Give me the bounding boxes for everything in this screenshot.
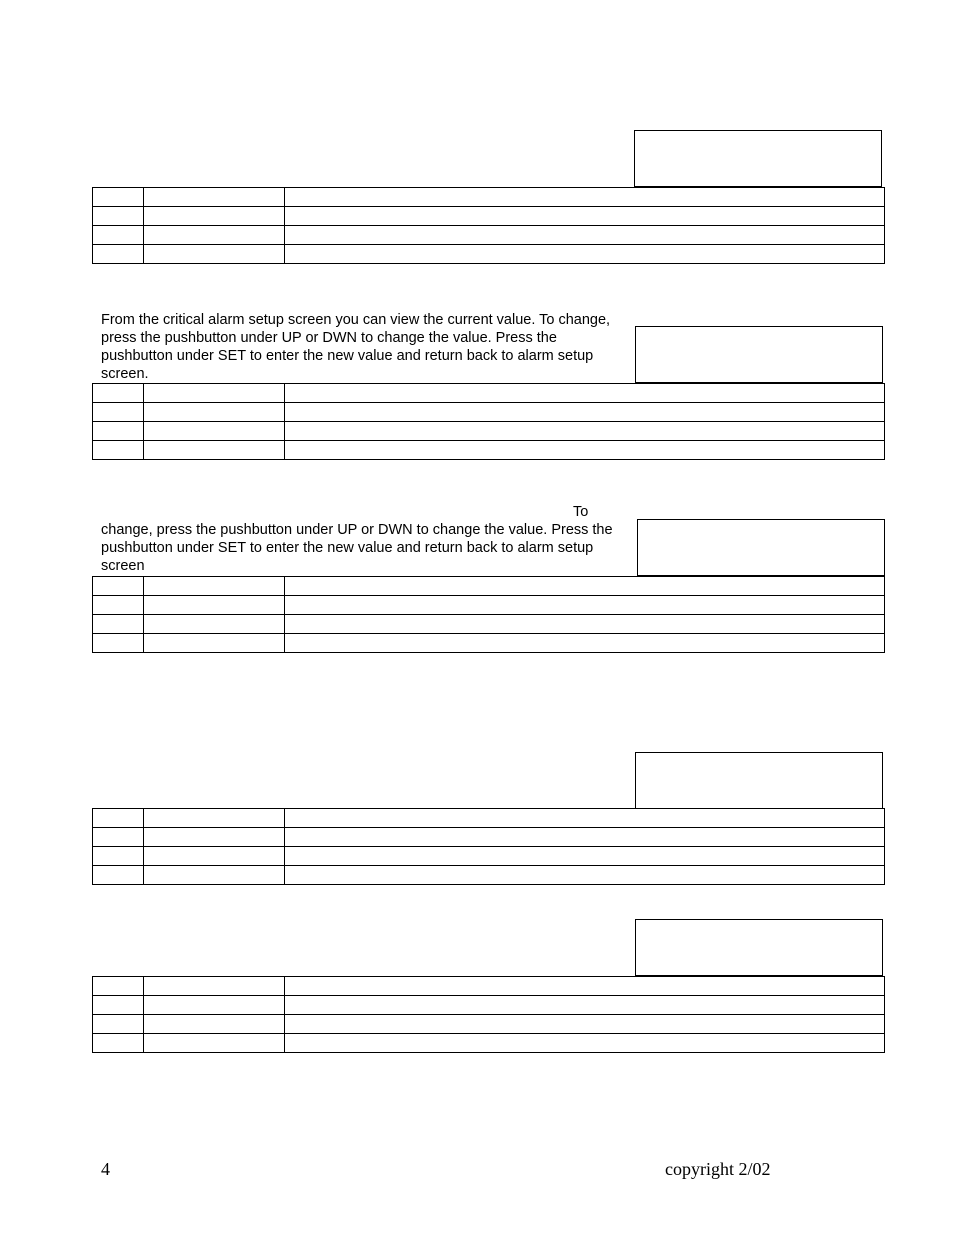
parameter-table xyxy=(92,808,885,885)
parameter-table xyxy=(92,976,885,1053)
alarm-value-instructions: change, press the pushbutton under UP or DWN to change the value. Press the pushbutton under SET to enter the new value and return back to alarm setup screen xyxy=(101,522,613,574)
table-row xyxy=(93,1034,885,1053)
table-row xyxy=(93,828,885,847)
table-row xyxy=(93,847,885,866)
table-row xyxy=(93,441,885,460)
table-row xyxy=(93,422,885,441)
table-row xyxy=(93,866,885,885)
table-row xyxy=(93,996,885,1015)
table-row xyxy=(93,245,885,264)
lcd-display-box xyxy=(635,752,883,809)
table-row xyxy=(93,634,885,653)
instructions-fragment: To xyxy=(573,504,589,520)
table-row xyxy=(93,384,885,403)
lcd-display-box xyxy=(635,919,883,976)
table-row xyxy=(93,577,885,596)
table-row xyxy=(93,977,885,996)
table-row xyxy=(93,1015,885,1034)
table-row xyxy=(93,809,885,828)
parameter-table xyxy=(92,187,885,264)
lcd-display-box xyxy=(634,130,882,187)
table-row xyxy=(93,403,885,422)
parameter-table xyxy=(92,383,885,460)
table-row xyxy=(93,188,885,207)
table-row xyxy=(93,596,885,615)
copyright-notice: copyright 2/02 xyxy=(665,1159,771,1179)
lcd-display-box xyxy=(635,326,883,383)
lcd-display-box xyxy=(637,519,885,576)
critical-alarm-instructions: From the critical alarm setup screen you can view the current value. To change, press the pushbutton under UP or DWN to change the value. Press the pushbutton under SET to enter the new value and return back to alarm setup screen. xyxy=(101,312,611,382)
table-row xyxy=(93,226,885,245)
parameter-table xyxy=(92,576,885,653)
page-number: 4 xyxy=(101,1159,110,1179)
table-row xyxy=(93,207,885,226)
table-row xyxy=(93,615,885,634)
